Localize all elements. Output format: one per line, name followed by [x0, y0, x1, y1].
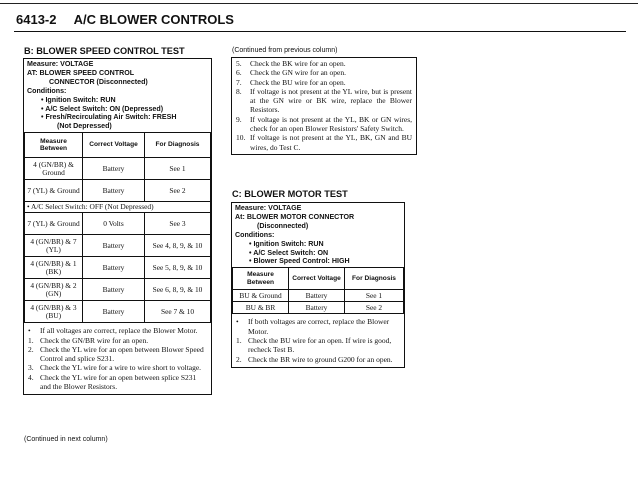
item-marker: 2. — [28, 344, 34, 354]
cell-measure: 4 (GN/BR) & 7 (YL) — [25, 235, 83, 257]
header-correct: Correct Voltage — [83, 133, 145, 158]
cell-diagnosis: See 6, 8, 9, & 10 — [145, 279, 211, 301]
item-marker: 9. — [236, 114, 242, 124]
cond-line: (Not Depressed) — [57, 122, 112, 131]
cond-line: Measure: VOLTAGE — [27, 60, 94, 68]
table-row — [233, 290, 404, 302]
cond-line: • Ignition Switch: RUN — [249, 239, 324, 248]
item-marker: 3. — [28, 363, 34, 373]
top-rule — [0, 3, 638, 4]
list-item — [236, 78, 412, 87]
table-row — [25, 279, 211, 301]
item-text: Check the BK wire for an open. — [250, 59, 346, 68]
header-diagnosis: For Diagnosis — [145, 133, 211, 158]
item-marker: 10. — [236, 133, 246, 143]
table-row — [25, 301, 211, 323]
section-b-conditions — [24, 59, 211, 132]
cond-line: Conditions: — [27, 86, 67, 95]
cell-measure: 4 (GN/BR) & 1 (BK) — [25, 257, 83, 279]
cell-diagnosis: See 1 — [145, 158, 211, 180]
item-marker: 4. — [28, 372, 34, 382]
page-title: A/C BLOWER CONTROLS — [73, 12, 234, 27]
list-item — [28, 345, 206, 364]
item-marker: • — [236, 317, 239, 327]
cell-diagnosis: See 2 — [345, 302, 404, 314]
item-text: Check the YL wire for an open between splice S231 and the Blower Resistors. — [40, 372, 197, 392]
span-row-text: • A/C Select Switch: OFF (Not Depressed) — [25, 202, 211, 213]
item-text: Check the YL wire for an open between Blower Speed Control and splice S231. — [40, 344, 204, 364]
continued-list — [232, 58, 416, 154]
list-item — [236, 355, 400, 364]
page-header — [16, 12, 234, 27]
item-text: If voltage is not present at the YL wire, but is present at the GN wire or BK wire, replace the Blower Resistors. — [250, 86, 412, 115]
list-item — [236, 115, 412, 134]
cell-diagnosis: See 5, 8, 9, & 10 — [145, 257, 211, 279]
table-row — [25, 213, 211, 235]
item-marker: 7. — [236, 77, 242, 87]
item-marker: • — [28, 326, 31, 336]
list-item — [236, 336, 400, 355]
cell-voltage: Battery — [289, 290, 345, 302]
item-marker: 6. — [236, 68, 242, 78]
cell-voltage: Battery — [83, 158, 145, 180]
cell-diagnosis: See 4, 8, 9, & 10 — [145, 235, 211, 257]
item-marker: 1. — [236, 335, 242, 345]
section-c-notes — [232, 314, 404, 366]
header-measure: Measure Between — [233, 268, 289, 290]
continued-from-caption: (Continued from previous column) — [232, 47, 338, 54]
cell-voltage: Battery — [289, 302, 345, 314]
item-marker: 2. — [236, 354, 242, 364]
header-measure: Measure Between — [25, 133, 83, 158]
table-row — [25, 257, 211, 279]
item-marker: 1. — [28, 335, 34, 345]
list-item — [28, 373, 206, 392]
list-item — [236, 133, 412, 152]
cell-voltage: Battery — [83, 180, 145, 202]
cond-line: • Blower Speed Control: HIGH — [249, 257, 350, 266]
item-text: Check the BU wire for an open. — [250, 77, 346, 87]
list-item — [236, 317, 400, 336]
section-b-notes — [24, 323, 211, 394]
cond-line: • Ignition Switch: RUN — [41, 95, 116, 104]
cond-line: Conditions: — [235, 230, 275, 239]
continued-box — [231, 57, 417, 155]
cell-measure: 4 (GN/BR) & Ground — [25, 158, 83, 180]
cell-voltage: Battery — [83, 257, 145, 279]
cell-voltage: Battery — [83, 301, 145, 323]
cond-line: • Fresh/Recirculating Air Switch: FRESH — [41, 113, 177, 122]
item-marker: 8. — [236, 86, 242, 96]
header-diagnosis: For Diagnosis — [345, 268, 404, 290]
cell-diagnosis: See 7 & 10 — [145, 301, 211, 323]
section-c-conditions — [232, 203, 404, 267]
cond-line: • A/C Select Switch: ON — [249, 248, 329, 257]
cell-measure: 4 (GN/BR) & 3 (BU) — [25, 301, 83, 323]
table-row — [233, 302, 404, 314]
list-item — [28, 363, 206, 372]
cell-voltage: Battery — [83, 279, 145, 301]
list-item — [236, 68, 412, 77]
cell-voltage: 0 Volts — [83, 213, 145, 235]
cond-line: Measure: VOLTAGE — [235, 204, 302, 212]
cell-measure: 7 (YL) & Ground — [25, 180, 83, 202]
section-b-table — [24, 132, 211, 323]
cond-line: At: BLOWER MOTOR CONNECTOR — [235, 212, 355, 221]
section-b-title: B: BLOWER SPEED CONTROL TEST — [24, 46, 185, 56]
item-text: Check the BU wire for an open. If wire is good, recheck Test B. — [248, 335, 392, 355]
list-item — [28, 326, 206, 335]
section-c-title: C: BLOWER MOTOR TEST — [232, 189, 348, 199]
item-text: If both voltages are correct, replace the Blower Motor. — [248, 317, 390, 336]
header-correct: Correct Voltage — [289, 268, 345, 290]
table-row — [25, 235, 211, 257]
cell-measure: 4 (GN/BR) & 2 (GN) — [25, 279, 83, 301]
item-marker: 5. — [236, 59, 242, 68]
cell-diagnosis: See 2 — [145, 180, 211, 202]
list-item — [28, 336, 206, 345]
table-row — [25, 180, 211, 202]
item-text: If all voltages are correct, replace the Blower Motor. — [40, 326, 198, 336]
list-item — [236, 59, 412, 68]
table-span-row — [25, 202, 211, 213]
item-text: Check the YL wire for a wire to wire short to voltage. — [40, 363, 202, 373]
cell-measure: BU & BR — [233, 302, 289, 314]
section-c-table — [232, 267, 404, 314]
section-c-box — [231, 202, 405, 368]
header-rule — [14, 31, 626, 32]
item-text: Check the GN/BR wire for an open. — [40, 335, 149, 345]
table-row — [25, 158, 211, 180]
item-text: If voltage is not present at the YL, BK, GN and BU wires, do Test C. — [250, 133, 412, 152]
list-item — [236, 87, 412, 115]
cond-line: AT: BLOWER SPEED CONTROL — [27, 68, 135, 77]
cell-measure: BU & Ground — [233, 290, 289, 302]
cell-diagnosis: See 1 — [345, 290, 404, 302]
page-number: 6413-2 — [16, 12, 57, 27]
cond-line: • A/C Select Switch: ON (Depressed) — [41, 104, 164, 113]
cell-diagnosis: See 3 — [145, 213, 211, 235]
cond-line: (Disconnected) — [257, 221, 309, 230]
cell-voltage: Battery — [83, 235, 145, 257]
item-text: Check the GN wire for an open. — [250, 68, 347, 78]
cell-measure: 7 (YL) & Ground — [25, 213, 83, 235]
item-text: If voltage is not present at the YL, BK or GN wires, check for an open Blower Resistors' Safety Switch. — [250, 114, 412, 134]
continued-next-caption: (Continued in next column) — [24, 436, 108, 443]
cond-line: CONNECTOR (Disconnected) — [49, 77, 148, 86]
item-text: Check the BR wire to ground G200 for an open. — [248, 354, 393, 364]
section-b-box — [23, 58, 212, 395]
